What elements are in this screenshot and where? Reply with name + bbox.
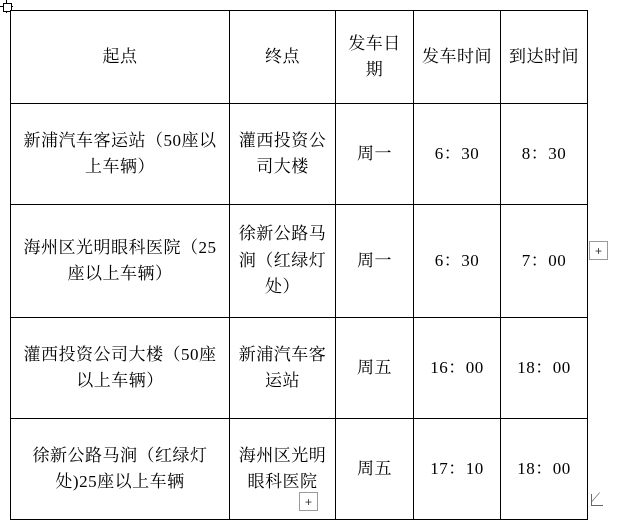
cell-origin: 海州区光明眼科医院（25座以上车辆） (11, 205, 230, 318)
cell-destination: 海州区光明眼科医院 (230, 419, 336, 520)
add-column-button[interactable]: + (589, 241, 608, 260)
cell-day: 周一 (336, 205, 414, 318)
cell-origin: 新浦汽车客运站（50座以上车辆） (11, 104, 230, 205)
cell-arrive: 18：00 (501, 419, 588, 520)
header-cell-depart-time: 发车时间 (414, 11, 501, 104)
table-row (11, 104, 588, 205)
header-cell-arrive-time: 到达时间 (501, 11, 588, 104)
add-row-button[interactable]: + (299, 492, 318, 511)
cell-arrive: 18：00 (501, 318, 588, 419)
cell-depart: 6：30 (414, 205, 501, 318)
cell-arrive: 7：00 (501, 205, 588, 318)
cell-depart: 16：00 (414, 318, 501, 419)
cell-day: 周五 (336, 318, 414, 419)
header-cell-origin: 起点 (11, 11, 230, 104)
cell-depart: 17：10 (414, 419, 501, 520)
cell-destination: 灌西投资公司大楼 (230, 104, 336, 205)
cell-depart: 6：30 (414, 104, 501, 205)
table-row (11, 318, 588, 419)
table-header-row (11, 11, 588, 104)
cell-origin: 徐新公路马涧（红绿灯处)25座以上车辆 (11, 419, 230, 520)
header-cell-day: 发车日期 (336, 11, 414, 104)
bus-schedule-table (10, 10, 588, 520)
cell-destination: 新浦汽车客运站 (230, 318, 336, 419)
cell-arrive: 8：30 (501, 104, 588, 205)
header-cell-destination: 终点 (230, 11, 336, 104)
table-resize-handle[interactable] (589, 492, 605, 508)
cell-origin: 灌西投资公司大楼（50座以上车辆） (11, 318, 230, 419)
table-row (11, 205, 588, 318)
cell-day: 周一 (336, 104, 414, 205)
cell-destination: 徐新公路马涧（红绿灯处） (230, 205, 336, 318)
resize-arrow-icon (591, 494, 603, 506)
cell-day: 周五 (336, 419, 414, 520)
